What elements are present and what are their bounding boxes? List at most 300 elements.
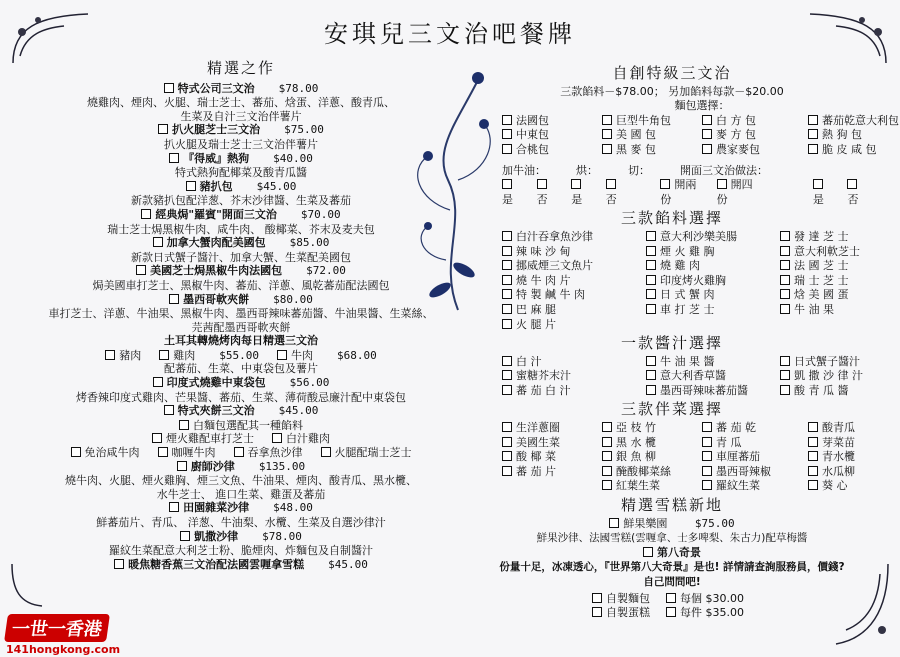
- jiabing-note: [36, 419, 446, 433]
- menu-item-desc: 水牛芝士、 進口生菜、雞蛋及蕃茄: [156, 487, 326, 501]
- filling-checkbox[interactable]: [646, 231, 656, 241]
- filling-checkbox[interactable]: [502, 289, 512, 299]
- filling-option: [646, 259, 774, 274]
- menu-item: [36, 376, 446, 390]
- ice2-row: [472, 546, 872, 561]
- filling-label: 燒 牛 肉 片: [516, 273, 571, 287]
- toast-no-label: 否: [605, 192, 617, 206]
- sauce-option: [502, 369, 640, 384]
- jiabing-option-checkbox[interactable]: [272, 433, 282, 443]
- extra-item: [592, 606, 872, 621]
- bread-option: [808, 114, 898, 129]
- menu-item-checkbox[interactable]: [153, 237, 163, 247]
- filling-option: [646, 274, 774, 289]
- jiabing-note-checkbox[interactable]: [179, 420, 189, 430]
- sauce-label: 白 汁: [516, 354, 542, 368]
- filling-label: 發 達 芝 士: [794, 229, 849, 243]
- bread-option: [602, 143, 696, 158]
- menu-item-checkbox[interactable]: [177, 461, 187, 471]
- bread-option: [808, 143, 898, 158]
- menu-item-name: 加拿大蟹肉配美國包: [166, 236, 266, 250]
- side-veg-label: 車厘蕃茄: [716, 450, 760, 464]
- menu-item: [36, 264, 446, 278]
- menu-item-checkbox[interactable]: [158, 124, 168, 134]
- menu-item-checkbox[interactable]: [114, 559, 124, 569]
- filling-label: 白汁吞拿魚沙律: [516, 229, 593, 243]
- side-veg-label: 黑 水 欖: [616, 435, 656, 449]
- side-veg-heading: 三款伴菜選擇: [620, 400, 723, 419]
- menu-item-desc: 新款豬扒包配洋葱、芥末沙律醬、生菜及蕃茄: [131, 194, 351, 208]
- menu-item-price: $56.00: [289, 376, 330, 390]
- sauce-options: [502, 355, 872, 399]
- jiabing-note-text: 白麵包選配其一種餡料: [193, 418, 303, 432]
- side-veg-option: [502, 479, 596, 494]
- sauce-checkbox[interactable]: [502, 356, 512, 366]
- cut-four-option: [717, 178, 763, 207]
- jiabing-option: [158, 446, 216, 460]
- side-veg-option: [602, 465, 696, 480]
- side-veg-checkbox[interactable]: [502, 422, 512, 432]
- menu-item-checkbox[interactable]: [153, 377, 163, 387]
- bread-option: [702, 128, 802, 143]
- filling-label: 辣 味 沙 甸: [516, 244, 571, 258]
- bread-option: [702, 114, 802, 129]
- side-veg-checkbox[interactable]: [502, 437, 512, 447]
- filling-option: [780, 259, 898, 274]
- side-veg-label: 青 瓜: [716, 435, 742, 449]
- menu-item-name: 廚師沙律: [190, 459, 235, 473]
- open-no-label: 否: [847, 192, 859, 206]
- menu-item-desc: 烤香辣印度式雞肉、芒果醬、蕃茄、生菜、薄荷酸忌廉汁配中東袋包: [76, 390, 406, 404]
- jiabing-option: [321, 446, 412, 460]
- jiabing-option: [71, 446, 140, 460]
- menu-item-name: 墨西哥軟夾餅: [183, 292, 250, 306]
- filling-option: [502, 318, 640, 333]
- filling-checkbox[interactable]: [502, 246, 512, 256]
- cut-four-checkbox[interactable]: [717, 179, 727, 189]
- sauce-checkbox[interactable]: [780, 356, 790, 366]
- menu-item-desc: 生菜及自汁三文治伴薯片: [180, 109, 302, 123]
- menu-item-name: 美國芝士焗黑椒牛肉法國包: [150, 264, 283, 278]
- custom-sandwich-heading: 自創特級三文治: [612, 64, 732, 82]
- menu-item-price: $45.00: [328, 557, 368, 571]
- bread-checkbox[interactable]: [602, 144, 612, 154]
- bread-label: 麵包選擇：: [674, 99, 730, 113]
- side-veg-options: [502, 421, 872, 494]
- menu-item-checkbox[interactable]: [169, 502, 179, 512]
- filling-checkbox[interactable]: [780, 289, 790, 299]
- extra-price-text: 每個 $30.00: [680, 591, 744, 605]
- side-veg-label: 芽菜苗: [822, 435, 855, 449]
- side-veg-option: [602, 436, 696, 451]
- butter-yes-option: [502, 178, 527, 207]
- cut-two-option: [660, 178, 706, 207]
- ice2-checkbox[interactable]: [643, 547, 653, 557]
- bread-label: 白 方 包: [716, 113, 756, 127]
- filling-checkbox[interactable]: [502, 319, 512, 329]
- butter-yes-checkbox[interactable]: [502, 179, 512, 189]
- cut-four-label: 開四份: [716, 178, 753, 206]
- bread-checkbox[interactable]: [702, 115, 712, 125]
- bread-label: 美 國 包: [616, 128, 656, 142]
- side-veg-option: [502, 436, 596, 451]
- filling-option: [502, 288, 640, 303]
- filling-option: [780, 245, 898, 260]
- side-veg-option: [702, 450, 802, 465]
- jiabing-options: [36, 432, 446, 446]
- butter-no-label: 否: [536, 192, 548, 206]
- side-veg-checkbox[interactable]: [702, 480, 712, 490]
- sauce-checkbox[interactable]: [502, 370, 512, 380]
- bread-checkbox[interactable]: [502, 115, 512, 125]
- jiabing-option-label: 白汁雞肉: [286, 432, 330, 446]
- tuer-option-checkbox[interactable]: [277, 350, 287, 360]
- side-veg-checkbox[interactable]: [808, 422, 818, 432]
- sauce-checkbox[interactable]: [780, 385, 790, 395]
- side-veg-checkbox[interactable]: [602, 466, 612, 476]
- filling-checkbox[interactable]: [780, 246, 790, 256]
- filling-option: [780, 288, 898, 303]
- bread-label: 合桃包: [516, 142, 549, 156]
- filling-checkbox[interactable]: [780, 260, 790, 270]
- filling-option: [502, 245, 640, 260]
- menu-item-price: $80.00: [273, 292, 313, 306]
- bread-option: [602, 128, 696, 143]
- menu-item-name: 豬扒包: [199, 179, 233, 193]
- menu-item-desc: 燒牛肉、火腿、煙火雞胸、煙三文魚、牛油果、煙肉、酸青瓜、黑水欖、: [65, 474, 417, 488]
- sauce-label: 蜜糖芥末汁: [516, 369, 571, 383]
- open-yes-checkbox[interactable]: [813, 179, 823, 189]
- menu-item-price: $72.00: [306, 264, 346, 278]
- watermark-cn: 一世一香港: [4, 614, 110, 642]
- menu-item-price: $75.00: [284, 123, 324, 137]
- jiabing-option: [234, 446, 303, 460]
- sauce-label: 牛 油 果 醬: [660, 354, 715, 368]
- jiabing-option-label: 免治咸牛肉: [84, 446, 140, 460]
- side-veg-label: 醃酸椰菜絲: [616, 464, 671, 478]
- bread-checkbox[interactable]: [808, 115, 818, 125]
- bread-label: 農家麥包: [716, 142, 760, 156]
- side-veg-option: [702, 479, 802, 494]
- butter-no-checkbox[interactable]: [537, 179, 547, 189]
- menu-item: [36, 530, 446, 544]
- sauce-label: 日式蟹子醬汁: [794, 354, 860, 368]
- cut-two-label: 開兩份: [660, 178, 697, 206]
- tuer-option-label: 牛肉: [291, 348, 313, 362]
- menu-item-price: $45.00: [278, 404, 319, 418]
- tuer-option-checkbox[interactable]: [159, 350, 169, 360]
- side-veg-option: [808, 421, 898, 436]
- menu-item-name: 暖焦糖香蕉三文治配法國雲喱拿雪糕: [128, 557, 305, 571]
- jiabing-option-label: 火腿配瑞士芝士: [334, 446, 412, 460]
- filling-option: [780, 230, 898, 245]
- corner-flourish-top-right: [800, 8, 892, 68]
- side-veg-label: 亞 枝 竹: [616, 421, 656, 435]
- corner-flourish-top-left: [8, 8, 98, 68]
- filling-label: 煙 火 雞 胸: [660, 244, 715, 258]
- side-veg-checkbox[interactable]: [602, 480, 612, 490]
- sauce-heading: 一款醬汁選擇: [620, 334, 723, 353]
- menu-item: [36, 236, 446, 250]
- filling-label: 挪威煙三文魚片: [516, 259, 593, 273]
- side-veg-checkbox[interactable]: [702, 451, 712, 461]
- menu-item-checkbox[interactable]: [164, 405, 174, 415]
- price-line: 三款餡料－$78.00； 另加餡料每款－$20.00: [560, 84, 784, 98]
- sauce-option: [646, 355, 774, 370]
- side-veg-option: [702, 436, 802, 451]
- menu-item-desc: 燒雞肉、煙肉、火腿、瑞士芝士、蕃茄、焓蛋、洋蔥、酸青瓜、: [87, 96, 395, 110]
- filling-checkbox[interactable]: [646, 304, 656, 314]
- side-veg-checkbox[interactable]: [808, 466, 818, 476]
- menu-item-checkbox[interactable]: [136, 265, 146, 275]
- menu-item-price: $40.00: [273, 151, 313, 165]
- extra-price-text: 每件 $35.00: [680, 606, 744, 620]
- menu-item-desc: 焗美國車打芝士、黑椒牛肉、蕃茄、洋蔥、風乾蕃茄配法國包: [92, 278, 390, 292]
- ice1-checkbox[interactable]: [609, 518, 619, 528]
- jiabing-option: [272, 432, 330, 446]
- menu-item-name: 特式公司三文治: [177, 81, 255, 95]
- cut-two-checkbox[interactable]: [660, 179, 670, 189]
- extra-checkbox[interactable]: [592, 607, 602, 617]
- filling-option: [646, 303, 774, 318]
- side-veg-option: [602, 421, 696, 436]
- filling-checkbox[interactable]: [780, 304, 790, 314]
- bread-options: [502, 113, 899, 158]
- side-veg-label: 蕃 茄 乾: [716, 421, 756, 435]
- menu-item: [36, 180, 446, 194]
- tuer-option-checkbox[interactable]: [105, 350, 115, 360]
- bread-checkbox[interactable]: [808, 144, 818, 154]
- menu-item: [36, 558, 446, 572]
- jiabing-option-checkbox[interactable]: [321, 447, 331, 457]
- menu-item: [36, 404, 446, 418]
- tuer-option: [159, 349, 259, 363]
- jiabing-option-checkbox[interactable]: [234, 447, 244, 457]
- filling-label: 瑞 士 芝 士: [794, 273, 849, 287]
- menu-item-name: 扒火腿芝士三文治: [172, 123, 261, 137]
- tuer-option: [277, 349, 377, 363]
- extra-label: 自製蛋糕: [606, 606, 650, 620]
- open-no-option: [847, 178, 872, 207]
- side-veg-checkbox[interactable]: [502, 466, 512, 476]
- side-veg-label: 酸青瓜: [822, 421, 855, 435]
- filling-option: [502, 259, 640, 274]
- menu-item-desc: 新款日式蟹子醬汁、加拿大蟹、生菜配美國包: [131, 250, 351, 264]
- bread-checkbox[interactable]: [502, 144, 512, 154]
- side-veg-label: 羅紋生菜: [716, 479, 760, 493]
- open-yes-option: [813, 178, 838, 207]
- sauce-label: 蕃 茄 白 汁: [516, 383, 571, 397]
- sauce-checkbox[interactable]: [646, 385, 656, 395]
- toast-no-checkbox[interactable]: [606, 179, 616, 189]
- side-veg-option: [702, 421, 802, 436]
- ice2-desc-2: 自己問問吧!: [643, 576, 701, 588]
- bread-label: 麥 方 包: [716, 128, 756, 142]
- bread-checkbox[interactable]: [502, 129, 512, 139]
- menu-item: [36, 208, 446, 222]
- ice1-name: 鮮果樂園: [623, 516, 668, 530]
- menu-item: [36, 293, 446, 307]
- side-veg-label: 水瓜柳: [822, 464, 855, 478]
- jiabing-option-label: 咖喱牛肉: [171, 446, 216, 460]
- menu-item-desc: 瑞士芝士焗黑椒牛肉、咸牛肉、 酸椰菜、芥末及麦夫包: [107, 222, 375, 236]
- filling-checkbox[interactable]: [780, 275, 790, 285]
- bread-checkbox[interactable]: [602, 115, 612, 125]
- filling-label: 牛 油 果: [794, 302, 834, 316]
- tuer-option-price: $68.00: [337, 348, 377, 362]
- jiabing-option-checkbox[interactable]: [158, 447, 168, 457]
- toast-yes-checkbox[interactable]: [571, 179, 581, 189]
- ice1-desc: 鮮果沙律、法國雪糕(雲喱拿、士多啤梨、朱古力)配草梅醬: [536, 532, 808, 545]
- sauce-option: [646, 384, 774, 399]
- side-veg-label: 青水欖: [822, 450, 855, 464]
- bread-checkbox[interactable]: [602, 129, 612, 139]
- filling-option: [646, 245, 774, 260]
- butter-label: 加牛油：: [502, 163, 546, 177]
- side-veg-checkbox[interactable]: [702, 437, 712, 447]
- side-veg-checkbox[interactable]: [808, 480, 818, 490]
- bread-checkbox[interactable]: [808, 129, 818, 139]
- side-veg-checkbox[interactable]: [502, 451, 512, 461]
- filling-option: [780, 274, 898, 289]
- menu-item-checkbox[interactable]: [164, 83, 174, 93]
- toast-yes-label: 是: [571, 192, 583, 206]
- side-veg-label: 酸 椰 菜: [516, 450, 556, 464]
- filling-checkbox[interactable]: [646, 246, 656, 256]
- bread-option: [808, 128, 898, 143]
- sauce-checkbox[interactable]: [646, 370, 656, 380]
- side-veg-label: 美國生菜: [516, 435, 560, 449]
- menu-item-name: 經典焗"羅賓"開面三文治: [155, 207, 277, 221]
- filling-label: 焓 美 國 蛋: [794, 288, 849, 302]
- side-veg-option: [602, 450, 696, 465]
- side-veg-option: [808, 436, 898, 451]
- tuer-options: [36, 349, 446, 363]
- side-veg-label: 墨西哥辣椒: [716, 464, 771, 478]
- filling-checkbox[interactable]: [646, 275, 656, 285]
- menu-item: [36, 501, 446, 515]
- filling-label: 車 打 芝 士: [660, 302, 715, 316]
- side-veg-label: 銀 魚 柳: [616, 450, 656, 464]
- filling-checkbox[interactable]: [646, 289, 656, 299]
- extra-price-checkbox[interactable]: [666, 607, 676, 617]
- filling-checkbox[interactable]: [502, 304, 512, 314]
- extra-checkbox[interactable]: [592, 593, 602, 603]
- ice1-row: [472, 517, 872, 532]
- side-veg-option: [702, 465, 802, 480]
- prep-checkbox-row: [502, 178, 872, 207]
- filling-checkbox[interactable]: [502, 231, 512, 241]
- sauce-option: [502, 355, 640, 370]
- left-menu-column: [36, 59, 446, 572]
- cut-label: 切：: [628, 163, 650, 177]
- sauce-label: 墨西哥辣味蕃茄醬: [660, 383, 748, 397]
- bread-label: 黑 麥 包: [616, 142, 656, 156]
- bread-option: [502, 114, 596, 129]
- jiabing-option-checkbox[interactable]: [152, 433, 162, 443]
- bread-option: [602, 114, 696, 129]
- side-veg-option: [602, 479, 696, 494]
- side-veg-checkbox[interactable]: [808, 451, 818, 461]
- side-veg-checkbox[interactable]: [702, 422, 712, 432]
- menu-item: [36, 152, 446, 166]
- filling-checkbox[interactable]: [502, 275, 512, 285]
- toast-yes-option: [571, 178, 596, 207]
- side-veg-checkbox[interactable]: [602, 437, 612, 447]
- filling-option: [502, 303, 640, 318]
- sauce-option: [502, 384, 640, 399]
- menu-item-name: 特式夾餅三文治: [177, 404, 255, 418]
- extra-price-checkbox[interactable]: [666, 593, 676, 603]
- open-label: 開面三文治做法：: [680, 163, 768, 177]
- open-no-checkbox[interactable]: [847, 179, 857, 189]
- butter-no-option: [537, 178, 562, 207]
- menu-item-price: $45.00: [256, 179, 297, 193]
- sauce-checkbox[interactable]: [780, 370, 790, 380]
- menu-item: [36, 123, 446, 137]
- side-veg-label: 生洋蔥圈: [516, 421, 560, 435]
- menu-item-checkbox[interactable]: [180, 531, 190, 541]
- side-veg-checkbox[interactable]: [602, 422, 612, 432]
- filling-checkbox[interactable]: [780, 231, 790, 241]
- bread-label: 巨型牛角包: [616, 113, 671, 127]
- bread-checkbox[interactable]: [702, 144, 712, 154]
- extras-list: [592, 592, 872, 621]
- menu-item-checkbox[interactable]: [141, 209, 151, 219]
- sauce-option: [780, 369, 898, 384]
- ice1-price: $75.00: [694, 516, 735, 530]
- ice2-name: 第八奇景: [657, 545, 701, 559]
- filling-label: 日 式 蟹 肉: [660, 288, 715, 302]
- menu-item-desc: 鮮蕃茄片、青瓜、 洋葱、牛油梨、水欖、生菜及自選沙律汁: [96, 516, 386, 529]
- filling-label: 火 腿 片: [516, 317, 556, 331]
- menu-item-checkbox[interactable]: [186, 181, 196, 191]
- filling-checkbox[interactable]: [502, 260, 512, 270]
- side-veg-checkbox[interactable]: [808, 437, 818, 447]
- side-veg-label: 葵 心: [822, 479, 848, 493]
- tuer-desc: 配蕃茄、生菜、中東袋包及薯片: [164, 362, 318, 376]
- filling-option: [502, 274, 640, 289]
- menu-item-name: 凱撒沙律: [194, 529, 239, 543]
- side-veg-option: [502, 465, 596, 480]
- menu-item-desc: 扒火腿及瑞士芝士三文治伴薯片: [164, 137, 318, 151]
- menu-item-price: $70.00: [300, 207, 341, 221]
- side-veg-checkbox[interactable]: [602, 451, 612, 461]
- menu-item-checkbox[interactable]: [169, 294, 179, 304]
- filling-checkbox[interactable]: [646, 260, 656, 270]
- bread-checkbox[interactable]: [702, 129, 712, 139]
- ice2-desc-1: 份量十足，冰凍透心，『世界第八大奇景』是也! 詳情請查詢服務員，價錢?: [499, 561, 845, 574]
- menu-item-name: 『得威』熱狗: [183, 151, 250, 165]
- left-section-heading: 精選之作: [206, 59, 275, 77]
- bread-label: 蕃茄乾意大利包: [822, 113, 899, 127]
- sauce-checkbox[interactable]: [646, 356, 656, 366]
- sauce-checkbox[interactable]: [502, 385, 512, 395]
- extra-price: [666, 606, 744, 619]
- filling-label: 法 國 芝 士: [794, 259, 849, 273]
- sauce-option: [646, 369, 774, 384]
- filling-option: [502, 230, 640, 245]
- side-veg-option: [502, 421, 596, 436]
- menu-item-price: $135.00: [258, 459, 306, 473]
- toast-no-option: [606, 178, 631, 207]
- filling-label: 意大利沙樂美腸: [660, 229, 737, 243]
- menu-item-checkbox[interactable]: [169, 153, 179, 163]
- sauce-option: [780, 384, 898, 399]
- filling-option: [780, 303, 898, 318]
- side-veg-checkbox[interactable]: [702, 466, 712, 476]
- jiabing-option-checkbox[interactable]: [71, 447, 81, 457]
